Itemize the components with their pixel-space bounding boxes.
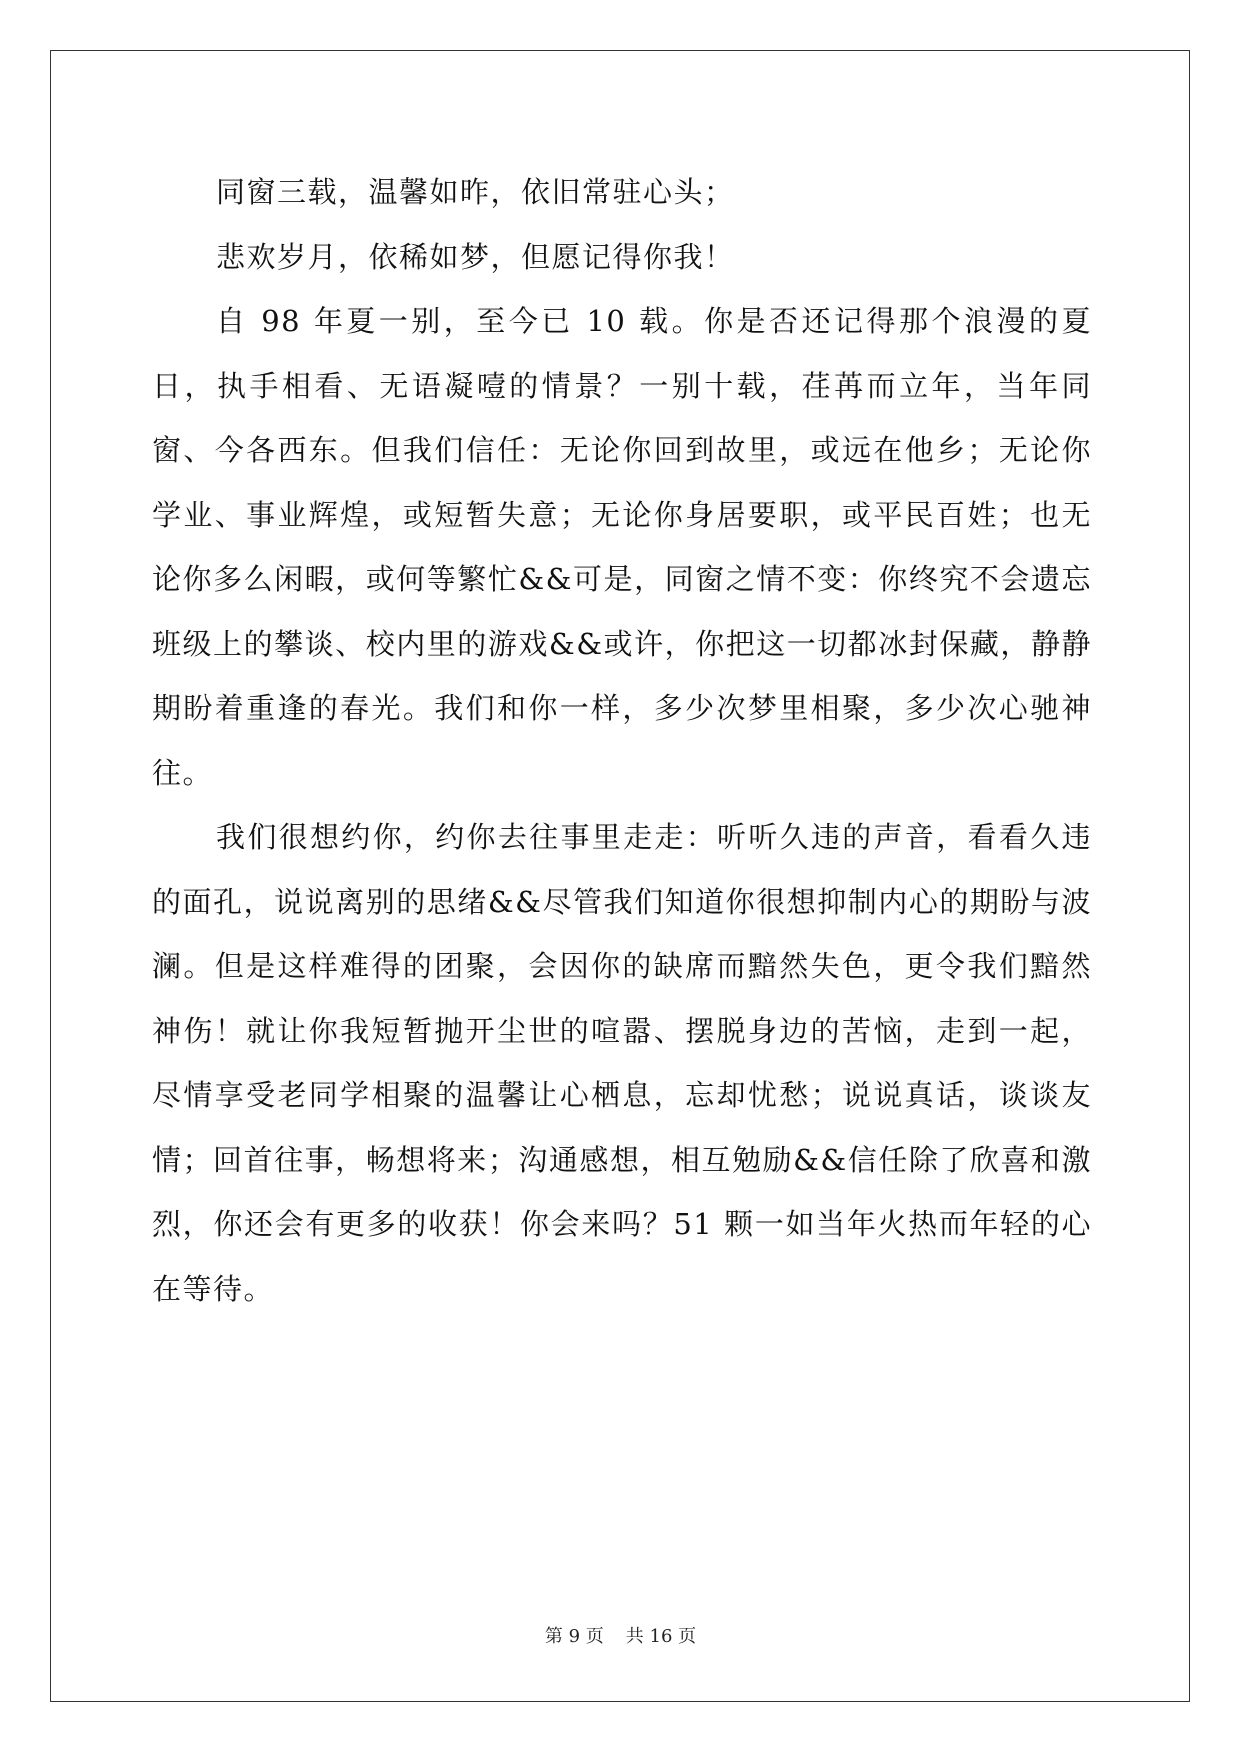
total-pages: 共 16 页 <box>625 1626 697 1647</box>
paragraph-4: 我们很想约你，约你去往事里走走：听听久违的声音，看看久违的面孔，说说离别的思绪&&尽管我们知道你很想抑制内心的期盼与波澜。但是这样难得的团聚，会因你的缺席而黯然失色，更令我们黯然神伤！就让你我短暂抛开尘世的喧嚣、摆脱身边的苦恼，走到一起，尽情享受老同学相聚的温馨让心栖息，忘却忧愁；说说真话，谈谈友情；回首往事，畅想将来；沟通感想，相互勉励&&信任除了欣喜和激烈，你还会有更多的收获！你会来吗？51 颗一如当年火热而年轻的心在等待。 <box>152 820 1092 1306</box>
paragraph-3: 自 98 年夏一别，至今已 10 载。你是否还记得那个浪漫的夏日，执手相看、无语凝噎的情景？一别十载，荏苒而立年，当年同窗、今各西东。但我们信任：无论你回到故里，或远在他乡；无论你学业、事业辉煌，或短暂失意；无论你身居要职，或平民百姓；也无论你多么闲暇，或何等繁忙&&可是，同窗之情不变：你终究不会遗忘班级上的攀谈、校内里的游戏&&或许，你把这一切都冰封保藏，静静期盼着重逢的春光。我们和你一样，多少次梦里相聚，多少次心驰神往。 <box>152 304 1092 790</box>
page-number: 第 9 页 <box>544 1626 604 1647</box>
page-footer <box>0 1625 1241 1649</box>
paragraph-1: 同窗三载，温馨如昨，依旧常驻心头； <box>216 175 735 209</box>
paragraph-2: 悲欢岁月，依稀如梦，但愿记得你我！ <box>216 239 735 274</box>
document-body <box>152 160 1092 1321</box>
